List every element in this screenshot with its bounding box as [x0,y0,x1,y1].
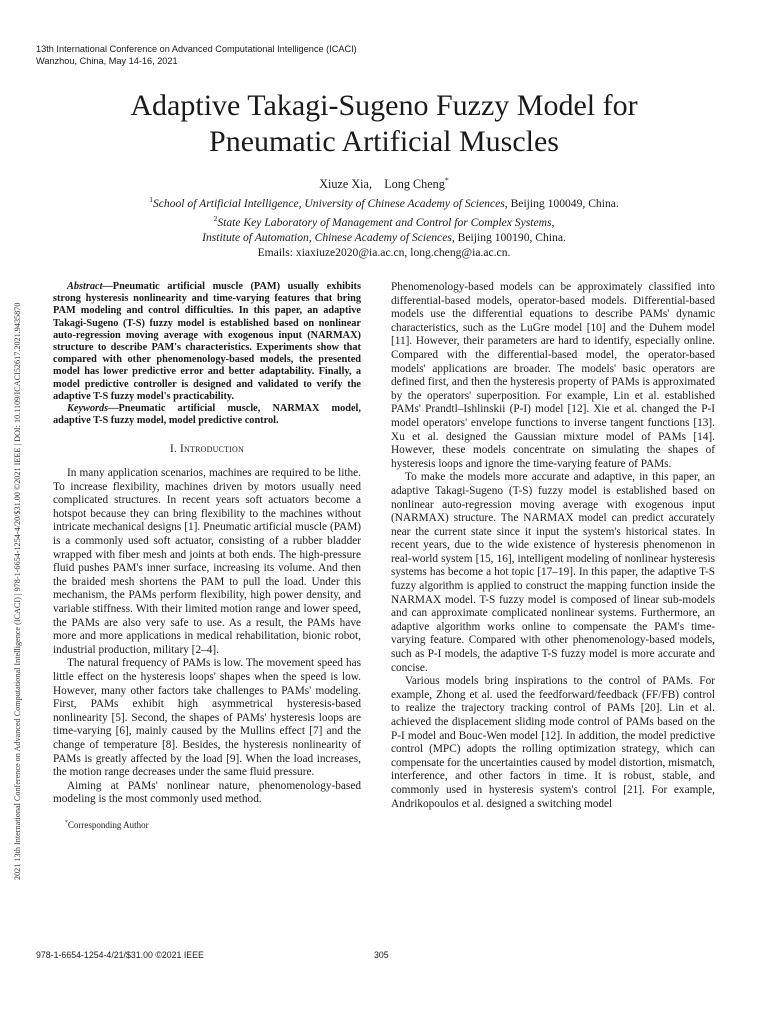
affiliations [0,192,768,260]
footnote: *Corresponding Author [65,819,149,830]
page-number: 305 [374,950,389,960]
title-line-1: Adaptive Takagi-Sugeno Fuzzy Model for [130,89,638,122]
footer-isbn: 978-1-6654-1254-4/21/$31.00 ©2021 IEEE [36,950,204,960]
author-list [0,176,768,192]
author-1: Xiuze Xia, [319,177,373,192]
affiliation-3: Institute of Automation, Chinese Academy of Sciences, Beijing 100190, China. [202,230,566,244]
affiliation-2: $^2$State Key Laboratory of Management and Control for Complex Systems, [213,213,555,229]
title-line-2: Pneumatic Artificial Muscles [209,125,559,158]
emails: Emails: xiaxiuze2020@ia.ac.cn, long.cheng@ia.ac.cn. [257,245,511,259]
right-column [391,281,715,811]
affiliation-1: $^1$School of Artificial Intelligence, University of Chinese Academy of Sciences, Beijing 100049, China. [149,195,619,210]
paragraph: The natural frequency of PAMs is low. The movement speed has little effect on the hysteresis loops' shapes when the speed is low. However, many other factors take challenges to PAMs' modeling. First, PAMs exhibit high asymmetrical hysteresis-based nonlinearity [5]. Second, the shapes of PAMs' hysteresis loops are time-varying [6], mainly caused by the Mullins effect [7] and the change of temperature [8]. Besides, the hysteresis nonlinearity of PAMs is greatly affected by the load [9]. When the load increases, the motion range decreases under the same fluid pressure. [53,657,361,779]
conference-header [36,43,357,67]
conference-name: 13th International Conference on Advanced Computational Intelligence (ICACI) [36,44,357,54]
corresponding-mark: * [444,176,449,185]
keywords: Keywords—Pneumatic artificial muscle, NARMAX model, adaptive T-S fuzzy model, model predictive control. [53,403,361,427]
paragraph: To make the models more accurate and adaptive, in this paper, an adaptive Takagi-Sugeno (T-S) fuzzy model is established based on nonlinear auto-regression moving average with exogenous input (NARMAX) structure. The NARMAX model can predict accurately near the current state since it input the system's historical states. In recent years, due to the wide existence of hysteresis phenomenon in real-world system [15, 16], intelligent modeling of nonlinear hysteresis systems has become a hot topic [17–19]. In this paper, the adaptive T-S fuzzy algorithm is applied to construct the mapping function inside the NARMAX model. T-S fuzzy model is composed of linear sub-models and can approximate complicated nonlinear systems. Furthermore, an adaptive algorithm works online to compensate the PAM's time-varying feature. Compared with other phenomenology-based models, such as P-I models, the adaptive T-S fuzzy model is more accurate and concise. [391,471,715,674]
abstract: Abstract—Pneumatic artificial muscle (PAM) usually exhibits strong hysteresis nonlinearity and time-varying features that bring PAM modeling and control difficulties. In this paper, an adaptive Takagi-Sugeno (T-S) fuzzy model is established based on nonlinear auto-regression moving average with exogenous input (NARMAX) structure to describe PAM's characteristics. Experiments show that compared with other phenomenology-based models, the presented model has lower predictive error and better adaptability. Finally, a model predictive controller is designed and validated to verify the adaptive T-S fuzzy model's practicability. [53,281,361,402]
author-2: Long Cheng [384,177,445,192]
doi-sidebar: 2021 13th International Conference on Advanced Computational Intelligence (ICACI) | 978-1-6654-1254-4/20/$31.00 ©2021 IEEE | DOI: 10.1109/ICACI52617.2021.9435870 [13,302,22,880]
paragraph: In many application scenarios, machines are required to be lithe. To increase flexibility, machines driven by motors usually need complicated structures. In recent years soft actuators become a hotspot because they can bring flexibility to the machines without intricate mechanical designs [1]. Pneumatic artificial muscle (PAM) is a commonly used soft actuator, consisting of a rubber bladder wrapped with fiber mesh and joints at both ends. The high-pressure fluid pushes PAM's inner surface, increasing its volume. And then the braided mesh shortens the PAM to pull the load. Under this mechanism, the PAMs perform flexibility, high power density, and variable stiffness. With their limited motion range and lower speed, the PAMs are also very safe to use. As a result, the PAMs have more and more applications in medical rehabilitation, bionic robot, industrial production, military [2–4]. [53,467,361,656]
paragraph: Aiming at PAMs' nonlinear nature, phenomenology-based modeling is the most commonly used method. [53,779,361,806]
paper-title [0,88,768,160]
paragraph: Various models bring inspirations to the control of PAMs. For example, Zhong et al. used the feedforward/feedback (FF/FB) control to realize the trajectory tracking control of PAMs [20]. Lin et al. achieved the displacement sliding mode control of PAMs based on the P-I model and Bouc-Wen model [12]. In addition, the model predictive control (MPC) adopts the rolling optimization strategy, which can compensate for the uncertainties caused by model distortion, mismatch, interference, and other factors in time. It is robust, stable, and commonly used in hysteresis system's control [21]. For example, Andrikopoulos et al. designed a switching model [391,675,715,810]
section-heading-introduction: I. Introduction [170,443,244,456]
conference-location: Wanzhou, China, May 14-16, 2021 [36,56,178,66]
left-column [53,281,361,832]
paragraph: Phenomenology-based models can be approximately classified into differential-based models, operator-based models. Differential-based models use the differential equations to describe PAMs' dynamic characteristics, such as the LuGre model [10] and the Duhem model [11]. However, their parameters are hard to identify, especially online. Compared with the differential-based model, the operator-based models' applications are broader. The models' basic operators are defined first, and then the hysteresis property of PAMs is approximated by the operators' superposition. For example, Lin et al. established PAMs' Prandtl–Ishlinskii (P-I) model [12]. Xie et al. changed the P-I model operators' envelope functions to inverse tangent functions [13]. Xu et al. designed the Gaussian mixture model of PAMs [14]. However, these models concentrate on simulating the shapes of hysteresis loops and ignore the time-varying feature of PAMs. [391,281,715,470]
